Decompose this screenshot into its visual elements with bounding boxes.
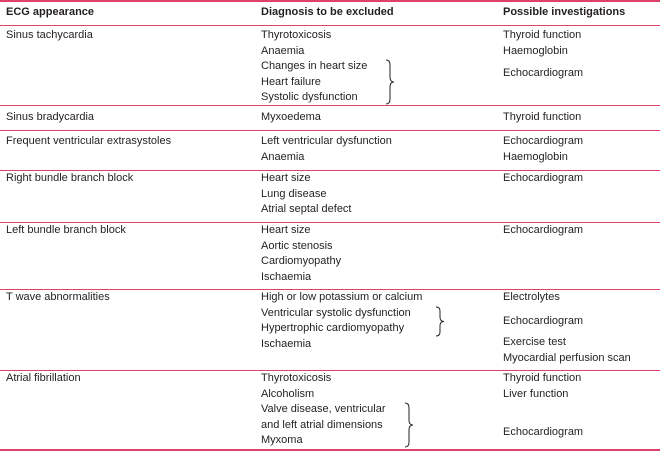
ecg-appearance-cell: Sinus bradycardia [6,111,95,123]
diagnosis-item: Aortic stenosis [261,239,333,252]
diagnosis-item: Cardiomyopathy [261,255,342,267]
diagnosis-item: Myxoma [261,434,303,446]
diagnosis-item: Ischaemia [261,337,312,350]
grouping-brace-icon [384,59,396,105]
table-row [6,371,81,387]
ecg-appearance-cell: Left bundle branch block [6,224,126,236]
diagnosis-item: Changes in heart size [261,60,368,72]
diagnosis-item: Thyrotoxicosis [261,372,332,384]
table-row [6,290,110,306]
diagnosis-cell [261,28,367,106]
ecg-appearance-cell: Sinus tachycardia [6,29,93,41]
diagnosis-item: Heart failure [261,75,321,88]
investigation-item: Electrolytes [503,291,560,303]
investigations-cell [503,28,583,82]
diagnosis-item: Lung disease [261,187,327,200]
investigations-cell [503,134,583,165]
investigations-cell [503,223,583,239]
ecg-appearance-cell: Right bundle branch block [6,172,134,184]
table-row [6,134,171,150]
diagnosis-item: High or low potassium or calcium [261,291,423,303]
diagnosis-item: Anaemia [261,44,305,57]
table-row [6,110,94,126]
table-row [6,28,93,44]
diagnosis-cell [261,371,386,449]
diagnosis-item: Heart size [261,172,311,184]
investigations-cell [503,110,581,126]
investigation-item: Haemoglobin [503,150,568,163]
table-row [6,223,126,239]
investigations-cell [503,290,631,366]
diagnosis-item: Systolic dysfunction [261,91,358,103]
table-top-rule [0,0,660,2]
row-rule [0,130,660,131]
diagnosis-item: Anaemia [261,150,305,163]
diagnosis-item: Alcoholism [261,387,315,400]
ecg-appearance-cell: Frequent ventricular extrasystoles [6,135,172,147]
diagnosis-item: Ventricular systolic dysfunction [261,306,411,319]
investigation-item: Thyroid function [503,111,582,123]
investigation-item: Thyroid function [503,29,582,41]
diagnosis-item: and left atrial dimensions [261,418,383,431]
investigation-item: Echocardiogram [503,224,584,236]
diagnosis-item: Valve disease, ventricular [261,403,386,415]
investigation-item: Echocardiogram [503,67,584,79]
grouping-brace-icon [403,402,415,448]
investigation-item: Echocardiogram [503,135,584,147]
header-rule [0,25,660,26]
diagnosis-cell [261,171,352,218]
investigation-item: Liver function [503,387,569,400]
ecg-appearance-cell: Atrial fibrillation [6,372,81,384]
diagnosis-cell [261,110,321,126]
investigations-cell [503,171,583,187]
investigation-item: Myocardial perfusion scan [503,351,631,364]
diagnosis-cell [261,290,422,352]
column-header-investigations: Possible investigations [503,6,626,18]
diagnosis-cell [261,134,392,165]
investigation-item: Exercise test [503,336,566,348]
investigation-item: Haemoglobin [503,44,568,57]
investigation-item: Echocardiogram [503,314,584,327]
diagnosis-item: Hypertrophic cardiomyopathy [261,322,405,334]
table-bottom-rule [0,449,660,451]
investigation-item: Echocardiogram [503,426,584,438]
grouping-brace-icon [434,306,446,337]
column-header-ecg-appearance: ECG appearance [6,6,95,18]
investigation-item: Thyroid function [503,372,582,384]
diagnosis-cell [261,223,341,285]
diagnosis-item: Heart size [261,224,311,236]
investigation-item: Echocardiogram [503,172,584,184]
column-header-diagnosis: Diagnosis to be excluded [261,6,394,18]
table-row [6,171,133,187]
diagnosis-item: Thyrotoxicosis [261,29,332,41]
investigations-cell [503,371,583,441]
diagnosis-item: Atrial septal defect [261,203,352,215]
diagnosis-item: Ischaemia [261,270,312,283]
ecg-appearance-cell: T wave abnormalities [6,291,110,303]
diagnosis-item: Myxoedema [261,111,321,123]
diagnosis-item: Left ventricular dysfunction [261,135,392,147]
